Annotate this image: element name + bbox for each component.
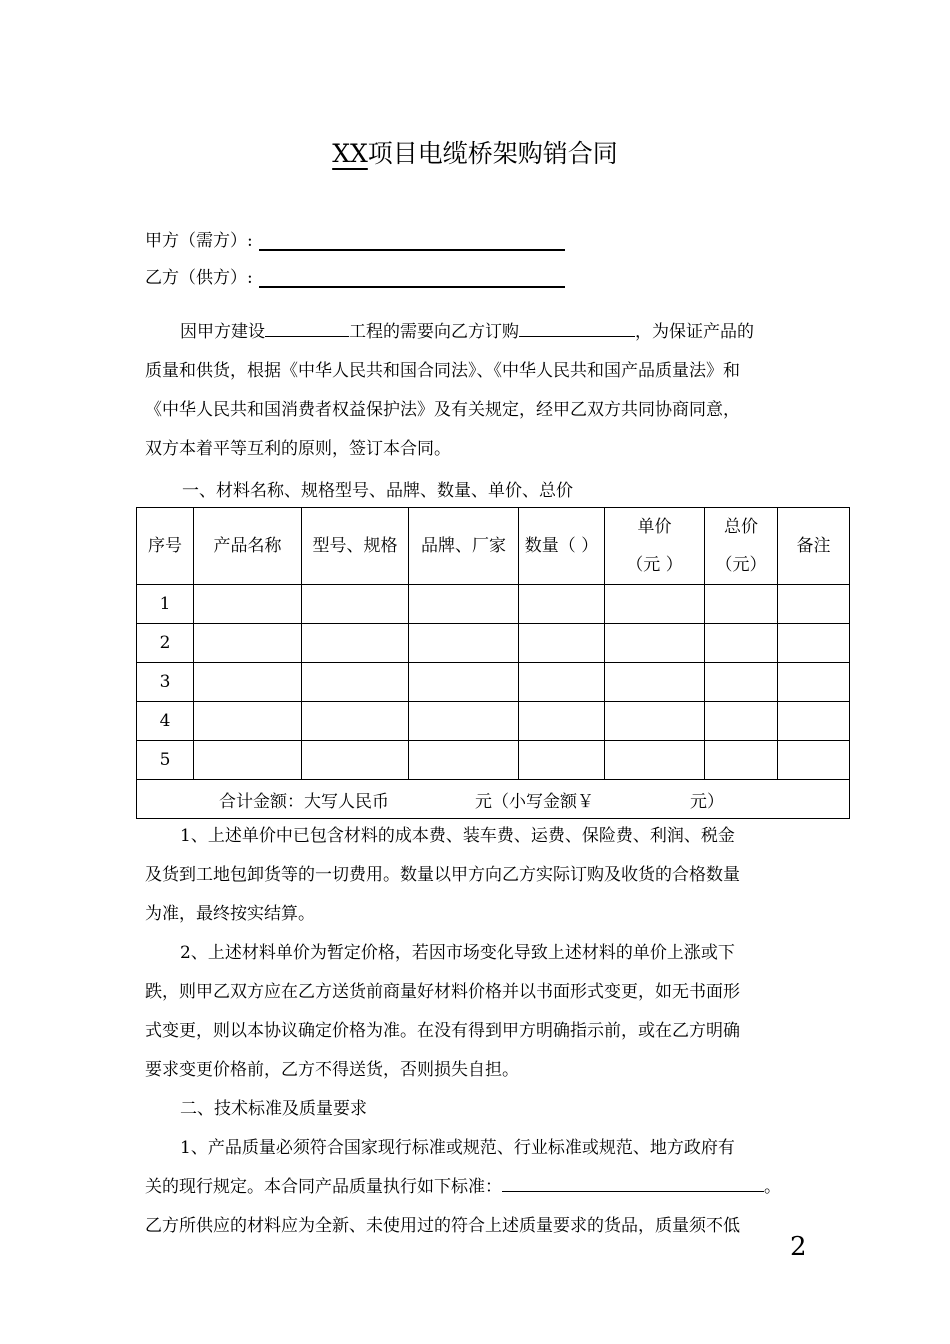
cell-model[interactable]: [302, 663, 409, 702]
party-b-field[interactable]: [259, 266, 565, 288]
cell-unit-price[interactable]: [605, 741, 705, 780]
section2-p1-line2-end: 。: [764, 1177, 781, 1197]
cell-qty[interactable]: [519, 585, 605, 624]
cell-model[interactable]: [302, 741, 409, 780]
header-unit-price: [605, 508, 705, 585]
intro-line4: 双方本着平等互利的原则，签订本合同。: [145, 439, 451, 459]
header-remark: 备注: [778, 508, 850, 585]
section2-p1-line3: 乙方所供应的材料应为全新、未使用过的符合上述质量要求的货品，质量须不低: [145, 1216, 740, 1236]
note1-line3: 为准，最终按实结算。: [145, 904, 315, 924]
cell-unit-price[interactable]: [605, 624, 705, 663]
cell-total[interactable]: [705, 585, 778, 624]
intro-part1: 因甲方建设: [180, 322, 265, 342]
cell-remark[interactable]: [778, 741, 850, 780]
product-blank[interactable]: [519, 319, 635, 337]
header-name: 产品名称: [194, 508, 302, 585]
items-table: [136, 507, 850, 819]
section2-p1-line2: 关的现行规定。本合同产品质量执行如下标准：: [145, 1177, 502, 1197]
intro-paragraph: [145, 313, 810, 469]
table-header-row: [137, 508, 850, 585]
cell-name[interactable]: [194, 741, 302, 780]
cell-remark[interactable]: [778, 663, 850, 702]
section1-heading: 一、材料名称、规格型号、品牌、数量、单价、总价: [182, 481, 573, 501]
intro-part3: ，为保证产品的: [635, 322, 754, 342]
table-row: [137, 663, 850, 702]
row-seq: 2: [137, 624, 194, 663]
cell-remark[interactable]: [778, 702, 850, 741]
cell-unit-price[interactable]: [605, 585, 705, 624]
note2-line1: 2、上述材料单价为暂定价格，若因市场变化导致上述材料的单价上涨或下: [180, 943, 735, 963]
party-a-field[interactable]: [259, 229, 565, 251]
page-number: 2: [790, 1232, 807, 1262]
header-model: 型号、规格: [302, 508, 409, 585]
header-total-l2: （元）: [715, 555, 767, 575]
standard-blank[interactable]: [502, 1174, 764, 1192]
cell-brand[interactable]: [409, 663, 519, 702]
cell-model[interactable]: [302, 585, 409, 624]
cell-qty[interactable]: [519, 663, 605, 702]
section2-heading: 二、技术标准及质量要求: [180, 1099, 367, 1119]
cell-brand[interactable]: [409, 585, 519, 624]
party-a-row: [145, 226, 565, 251]
row-seq: 4: [137, 702, 194, 741]
intro-line3: 《中华人民共和国消费者权益保护法》及有关规定，经甲乙双方共同协商同意，: [145, 400, 740, 420]
cell-brand[interactable]: [409, 702, 519, 741]
cell-name[interactable]: [194, 624, 302, 663]
section2-p1-line1: 1、产品质量必须符合国家现行标准或规范、行业标准或规范、地方政府有: [180, 1138, 735, 1158]
notes-block: [145, 817, 810, 1246]
cell-name[interactable]: [194, 585, 302, 624]
cell-name[interactable]: [194, 702, 302, 741]
party-b-row: [145, 263, 565, 288]
cell-remark[interactable]: [778, 624, 850, 663]
row-seq: 3: [137, 663, 194, 702]
cell-model[interactable]: [302, 702, 409, 741]
total-end: 元）: [690, 791, 724, 812]
header-unit-price-l2: （元 ）: [626, 555, 683, 575]
title-prefix: XX: [332, 139, 368, 168]
cell-total[interactable]: [705, 741, 778, 780]
party-b-label: 乙方（供方）:: [145, 268, 253, 288]
row-seq: 1: [137, 585, 194, 624]
page-title: [0, 134, 950, 170]
table-row: [137, 741, 850, 780]
row-seq: 5: [137, 741, 194, 780]
cell-unit-price[interactable]: [605, 663, 705, 702]
header-qty: 数量（ ）: [519, 508, 605, 585]
header-unit-price-l1: 单价: [637, 517, 672, 537]
note2-line2: 跌，则甲乙双方应在乙方送货前商量好材料价格并以书面形式变更，如无书面形: [145, 982, 740, 1002]
cell-remark[interactable]: [778, 585, 850, 624]
cell-model[interactable]: [302, 624, 409, 663]
cell-total[interactable]: [705, 702, 778, 741]
header-total: [705, 508, 778, 585]
table-row: [137, 702, 850, 741]
cell-qty[interactable]: [519, 741, 605, 780]
project-name-blank[interactable]: [265, 319, 349, 337]
cell-total[interactable]: [705, 663, 778, 702]
cell-unit-price[interactable]: [605, 702, 705, 741]
cell-brand[interactable]: [409, 624, 519, 663]
total-label: 合计金额：大写人民币: [219, 791, 389, 812]
note2-line3: 式变更，则以本协议确定价格为准。在没有得到甲方明确指示前，或在乙方明确: [145, 1021, 740, 1041]
total-amount-cell: [137, 780, 850, 819]
total-yuan: 元（小写金额￥: [475, 791, 594, 812]
party-a-label: 甲方（需方）:: [145, 231, 253, 251]
note1-line1: 1、上述单价中已包含材料的成本费、装车费、运费、保险费、利润、税金: [180, 826, 735, 846]
note2-line4: 要求变更价格前，乙方不得送货，否则损失自担。: [145, 1060, 519, 1080]
cell-name[interactable]: [194, 663, 302, 702]
cell-qty[interactable]: [519, 624, 605, 663]
title-text: 项目电缆桥架购销合同: [367, 139, 618, 168]
header-total-l1: 总价: [724, 517, 758, 537]
intro-part2: 工程的需要向乙方订购: [349, 322, 519, 342]
intro-line2: 质量和供货，根据《中华人民共和国合同法》、《中华人民共和国产品质量法》和: [145, 361, 740, 381]
table-total-row: [137, 780, 850, 819]
cell-brand[interactable]: [409, 741, 519, 780]
cell-total[interactable]: [705, 624, 778, 663]
cell-qty[interactable]: [519, 702, 605, 741]
table-row: [137, 624, 850, 663]
table-row: [137, 585, 850, 624]
header-seq: 序号: [137, 508, 194, 585]
header-brand: 品牌、厂家: [409, 508, 519, 585]
note1-line2: 及货到工地包卸货等的一切费用。数量以甲方向乙方实际订购及收货的合格数量: [145, 865, 740, 885]
